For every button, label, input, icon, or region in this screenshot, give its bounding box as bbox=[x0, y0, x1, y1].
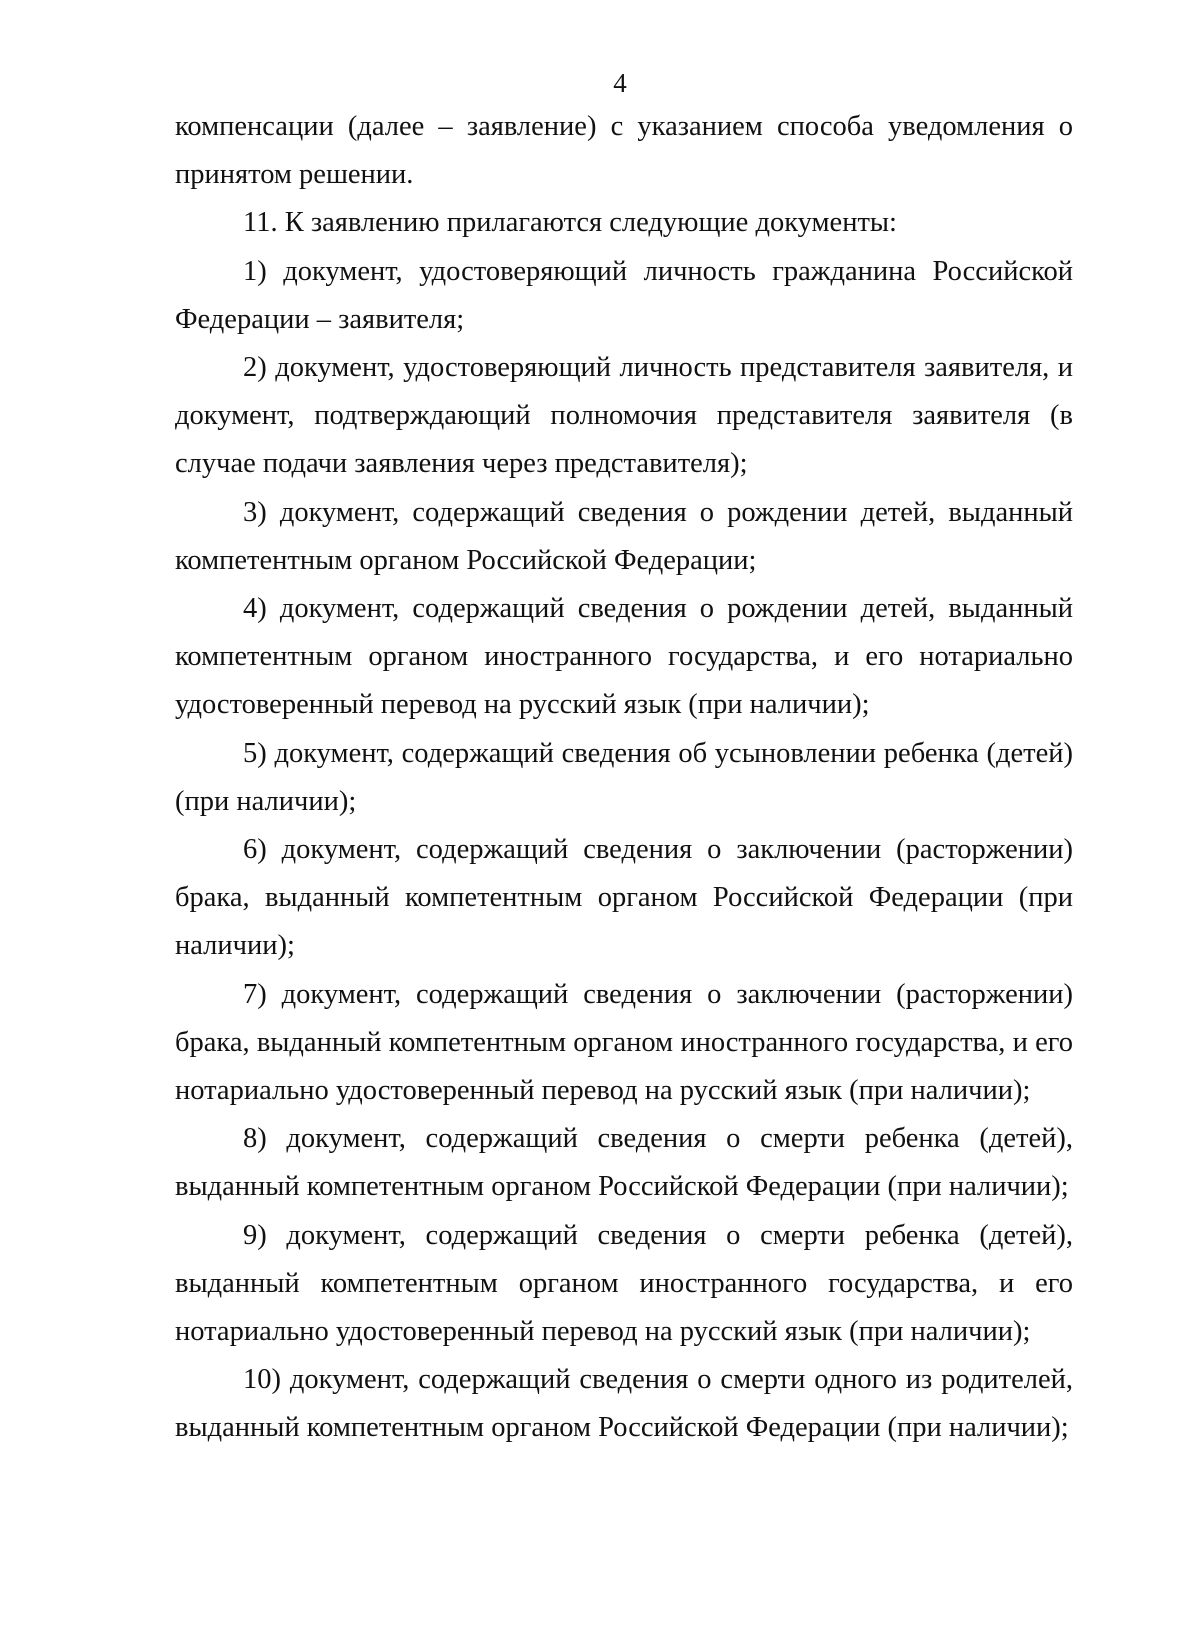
list-item: 5) документ, содержащий сведения об усыновлении ребенка (детей) (при наличии); bbox=[175, 737, 1073, 817]
page-number: 4 bbox=[613, 68, 627, 98]
document-body bbox=[175, 103, 1073, 1453]
list-item: 6) документ, содержащий сведения о заключении (расторжении) брака, выданный компетентным органом Российской Федерации (при наличии); bbox=[175, 834, 1073, 962]
list-item: 2) документ, удостоверяющий личность представителя заявителя, и документ, подтверждающий полномочия представителя заявителя (в случае подачи заявления через представителя); bbox=[175, 352, 1073, 480]
list-item: 9) документ, содержащий сведения о смерти ребенка (детей), выданный компетентным органом иностранного государства, и его нотариально удостоверенный перевод на русский язык (при наличии); bbox=[175, 1219, 1073, 1348]
paragraph: 11. К заявлению прилагаются следующие документы: bbox=[243, 207, 897, 239]
list-item: 3) документ, содержащий сведения о рождении детей, выданный компетентным органом Российской Федерации; bbox=[175, 496, 1073, 576]
list-item: 7) документ, содержащий сведения о заключении (расторжении) брака, выданный компетентным органом иностранного государства, и его нотариально удостоверенный перевод на русский язык (при наличии); bbox=[175, 978, 1073, 1107]
paragraph: компенсации (далее – заявление) с указанием способа уведомления о принятом решении. bbox=[175, 111, 1073, 191]
list-item: 8) документ, содержащий сведения о смерти ребенка (детей), выданный компетентным органом Российской Федерации (при наличии); bbox=[175, 1123, 1073, 1203]
list-item: 4) документ, содержащий сведения о рождении детей, выданный компетентным органом иностранного государства, и его нотариально удостоверенный перевод на русский язык (при наличии); bbox=[175, 593, 1073, 721]
list-item: 10) документ, содержащий сведения о смерти одного из родителей, выданный компетентным органом Российской Федерации (при наличии); bbox=[175, 1364, 1073, 1444]
list-item: 1) документ, удостоверяющий личность гражданина Российской Федерации – заявителя; bbox=[175, 255, 1073, 335]
